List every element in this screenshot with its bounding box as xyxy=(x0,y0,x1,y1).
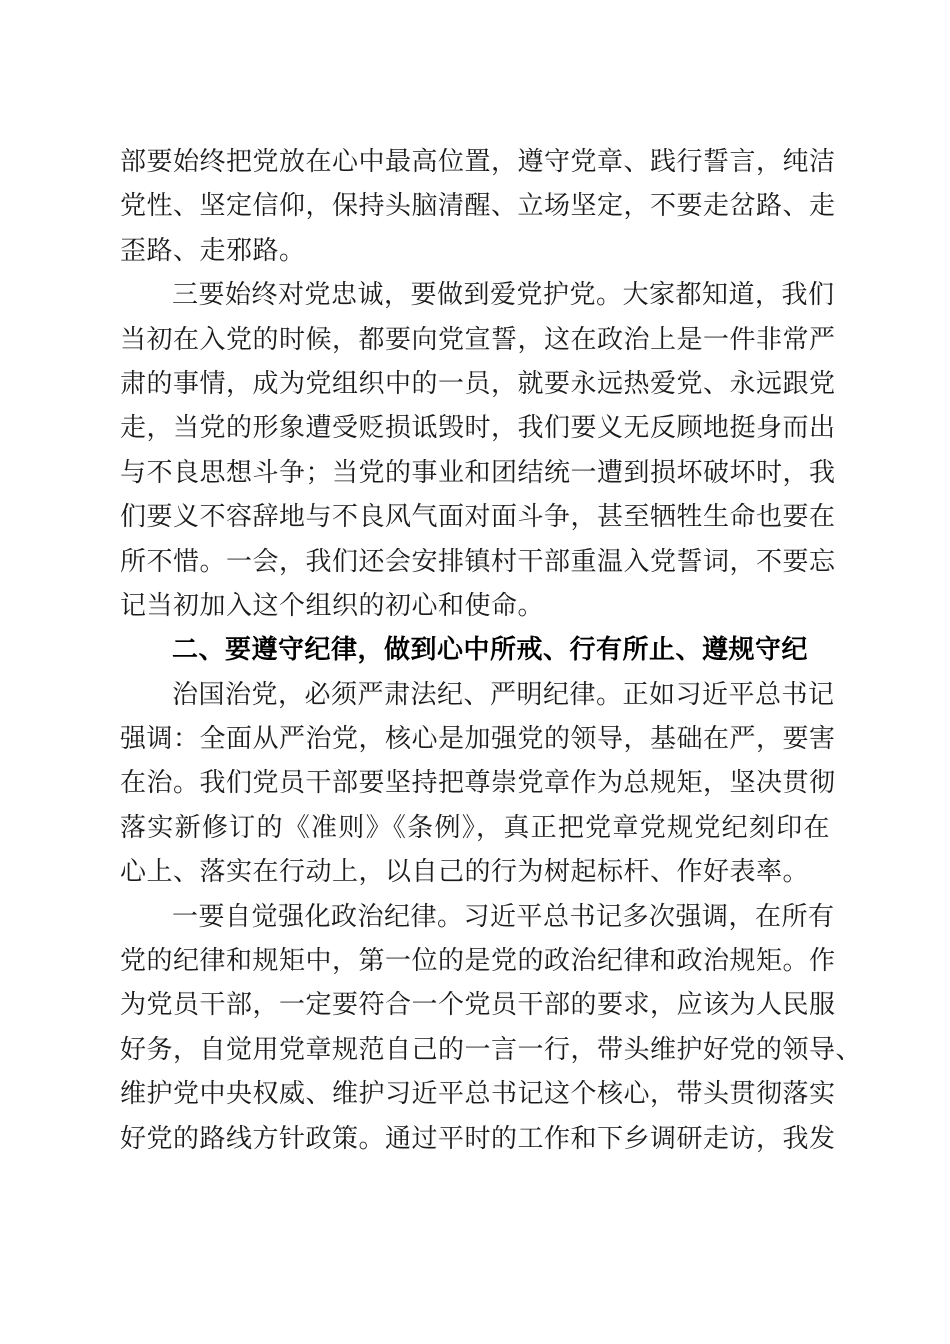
text-line: 当初在入党的时候，都要向党宣誓，这在政治上是一件非常严 xyxy=(120,324,836,355)
text-line: 肃的事情，成为党组织中的一员，就要永远热爱党、永远跟党 xyxy=(120,368,836,399)
text-line: 强调：全面从严治党，核心是加强党的领导，基础在严，要害 xyxy=(120,724,836,755)
text-line: 所不惜。一会，我们还会安排镇村干部重温入党誓词，不要忘 xyxy=(120,546,836,577)
text-line: 好务，自觉用党章规范自己的一言一行，带头维护好党的领导、 xyxy=(120,1034,863,1065)
body-text xyxy=(120,140,863,1161)
section-heading: 二、要遵守纪律，做到心中所戒、行有所止、遵规守纪 xyxy=(172,635,809,666)
text-line: 部要始终把党放在心中最高位置，遵守党章、践行誓言，纯洁 xyxy=(120,147,836,177)
text-line: 落实新修订的《准则》《条例》，真正把党章党规党纪刻印在 xyxy=(120,812,830,843)
paragraph-first-line: 治国治党，必须严肃法纪、严明纪律。正如习近平总书记 xyxy=(172,679,835,710)
text-line: 歪路、走邪路。 xyxy=(120,235,306,266)
text-line: 维护党中央权威、维护习近平总书记这个核心，带头贯彻落实 xyxy=(120,1079,836,1110)
text-line: 在治。我们党员干部要坚持把尊崇党章作为总规矩，坚决贯彻 xyxy=(120,768,836,799)
text-line: 与不良思想斗争；当党的事业和团结统一遭到损坏破坏时，我 xyxy=(120,457,836,488)
text-line: 党的纪律和规矩中，第一位的是党的政治纪律和政治规矩。作 xyxy=(120,946,836,977)
text-line: 记当初加入这个组织的初心和使命。 xyxy=(120,590,545,621)
text-line: 党性、坚定信仰，保持头脑清醒、立场坚定，不要走岔路、走 xyxy=(120,191,836,222)
text-line: 们要义不容辞地与不良风气面对面斗争，甚至牺牲生命也要在 xyxy=(120,502,836,533)
text-line: 走，当党的形象遭受贬损诋毁时，我们要义无反顾地挺身而出 xyxy=(120,413,836,444)
paragraph-first-line: 三要始终对党忠诚，要做到爱党护党。大家都知道，我们 xyxy=(172,280,835,311)
paragraph-first-line: 一要自觉强化政治纪律。习近平总书记多次强调，在所有 xyxy=(172,901,835,932)
text-line: 心上、落实在行动上，以自己的行为树起标杆、作好表率。 xyxy=(120,857,810,888)
text-line: 好党的路线方针政策。通过平时的工作和下乡调研走访，我发 xyxy=(120,1123,836,1154)
text-line: 为党员干部，一定要符合一个党员干部的要求，应该为人民服 xyxy=(120,990,836,1021)
